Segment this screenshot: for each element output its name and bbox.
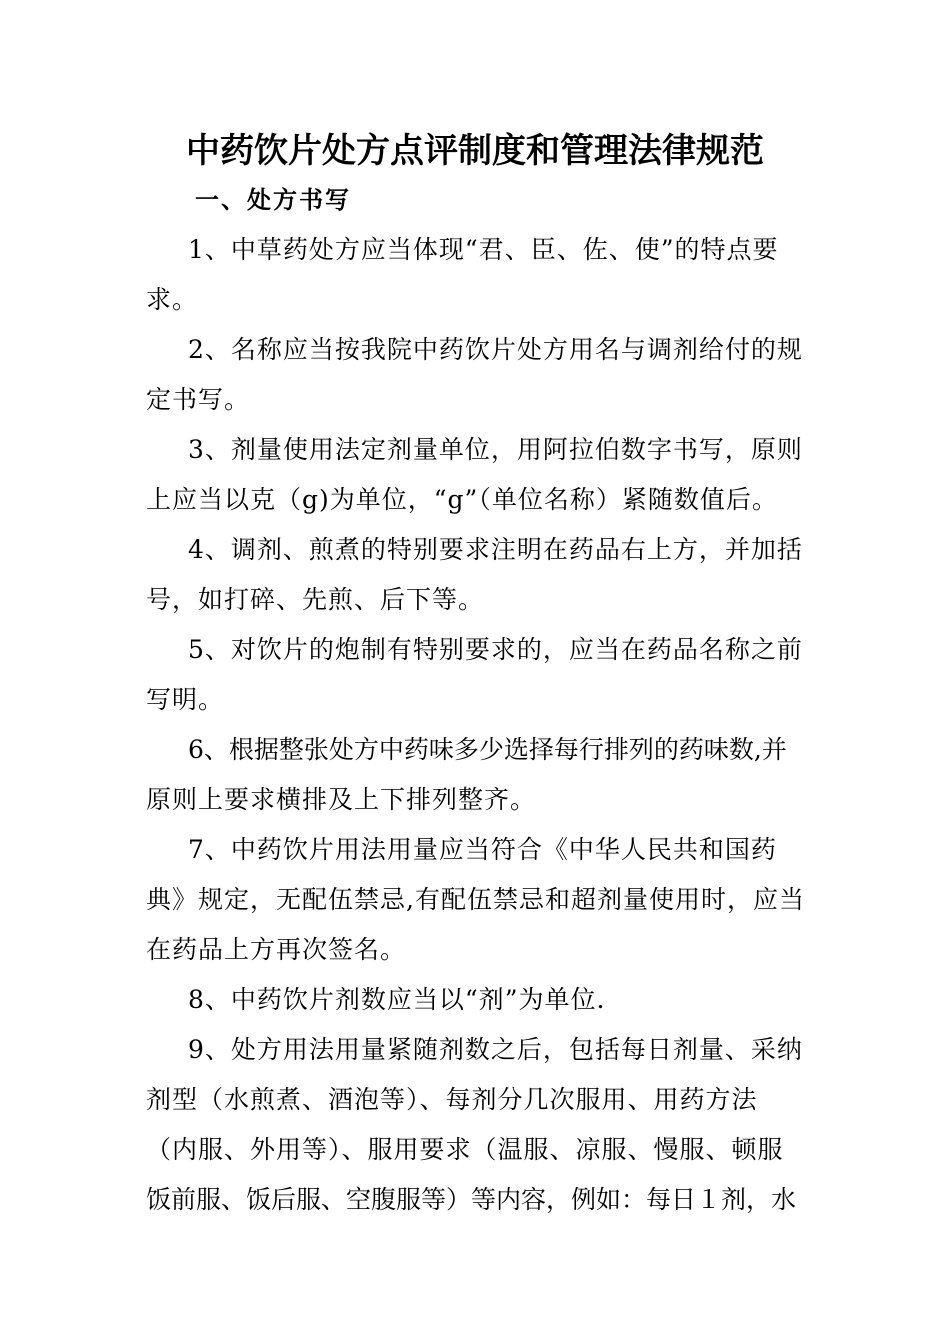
paragraph-line: 求。 — [146, 285, 199, 314]
paragraph-line: 1、中草药处方应当体现“君、臣、佐、使”的特点要 — [188, 235, 779, 264]
paragraph-line: 4、调剂、煎煮的特别要求注明在药品右上方，并加括 — [188, 535, 803, 564]
paragraph-line: 2、名称应当按我院中药饮片处方用名与调剂给付的规 — [188, 335, 803, 364]
paragraph-line: 5、对饮片的炮制有特别要求的，应当在药品名称之前 — [188, 635, 803, 664]
paragraph-line: 定书写。 — [146, 385, 251, 414]
paragraph-line: 剂型（水煎煮、酒泡等）、每剂分几次服用、用药方法 — [146, 1085, 758, 1114]
paragraph-line: 号，如打碎、先煎、后下等。 — [146, 585, 485, 614]
paragraph-line: 上应当以克（g)为单位，“g”（单位名称）紧随数值后。 — [146, 485, 778, 514]
paragraph-line: 饭前服、饭后服、空腹服等）等内容，例如：每日１剂，水 — [146, 1185, 797, 1214]
document-title: 中药饮片处方点评制度和管理法律规范 — [186, 131, 764, 171]
section-heading: 一、处方书写 — [195, 186, 351, 214]
paragraph-line: 在药品上方再次签名。 — [146, 935, 407, 964]
paragraph-line: 6、根据整张处方中药味多少选择每行排列的药味数,并 — [188, 735, 787, 764]
paragraph-line: （内服、外用等）、服用要求（温服、凉服、慢服、顿服 — [146, 1135, 784, 1164]
paragraph-line: 3、剂量使用法定剂量单位，用阿拉伯数字书写，原则 — [188, 435, 803, 464]
paragraph-line: 8、中药饮片剂数应当以“剂”为单位. — [188, 985, 606, 1014]
paragraph-line: 典》规定，无配伍禁忌,有配伍禁忌和超剂量使用时，应当 — [146, 885, 805, 914]
paragraph-line: 原则上要求横排及上下排列整齐。 — [146, 785, 537, 814]
paragraph-line: 写明。 — [146, 685, 225, 714]
paragraph-line: 7、中药饮片用法用量应当符合《中华人民共和国药 — [188, 835, 777, 864]
paragraph-line: 9、处方用法用量紧随剂数之后，包括每日剂量、采纳 — [188, 1035, 803, 1064]
